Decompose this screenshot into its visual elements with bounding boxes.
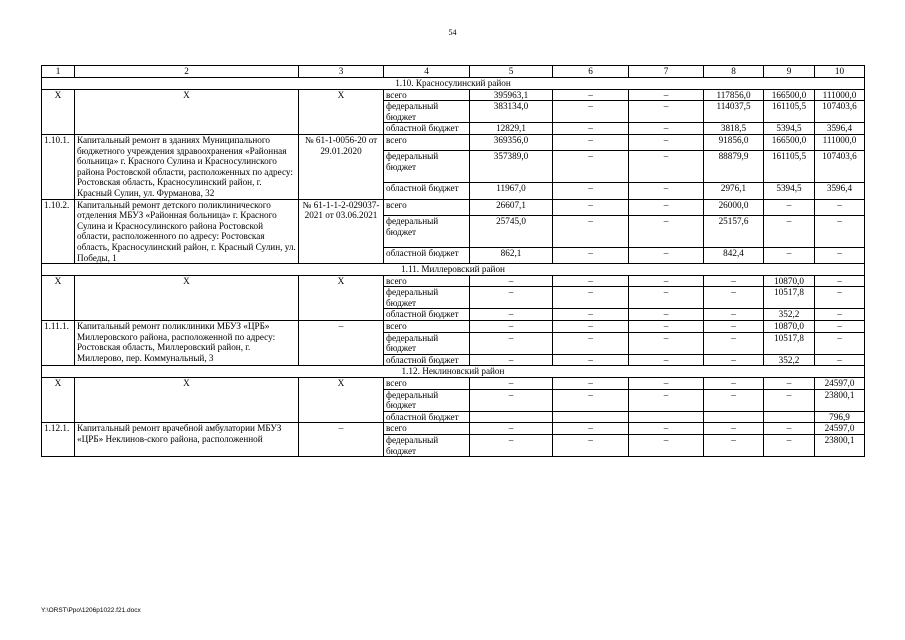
- value-col-10: –: [815, 287, 865, 309]
- value-col-8: –: [704, 332, 764, 354]
- table-row: [42, 89, 865, 101]
- item-number: 1.10.1.: [42, 134, 75, 199]
- header-row: [42, 66, 865, 78]
- value-col-10: 3596,4: [815, 183, 865, 200]
- value-col-8: –: [704, 378, 764, 390]
- value-col-8: 3818,5: [704, 123, 764, 135]
- document-reference: –: [299, 321, 384, 366]
- value-col-10: 107403,6: [815, 101, 865, 123]
- item-number: 1.12.1.: [42, 423, 75, 457]
- value-col-9: 10870,0: [764, 321, 815, 333]
- value-col-10: –: [815, 332, 865, 354]
- object-description: Капитальный ремонт в зданиях Муниципального бюджетного учреждения здравоохранения «Районная больница» г. Красного Сулина и Красносулинского района Ростовской области, расположенных по адресу: Ростовская область, Красносулинский район, г. Красный Сулин, ул. Фурманова, 32: [75, 134, 299, 199]
- value-col-7: –: [629, 309, 704, 321]
- value-col-10: –: [815, 354, 865, 366]
- funding-source: федеральный бюджет: [384, 287, 470, 309]
- value-col-7: –: [629, 247, 704, 264]
- value-col-9: –: [764, 435, 815, 457]
- value-col-7: –: [629, 183, 704, 200]
- page-number: 54: [448, 28, 457, 37]
- value-col-7: –: [629, 287, 704, 309]
- section-title: 1.12. Неклиновский район: [42, 366, 865, 378]
- value-col-5: 383134,0: [470, 101, 553, 123]
- item-number: Х: [42, 275, 75, 320]
- value-col-5: –: [470, 275, 553, 287]
- value-col-7: –: [629, 199, 704, 215]
- funding-source: областной бюджет: [384, 247, 470, 264]
- budget-table: [41, 65, 865, 457]
- funding-source: федеральный бюджет: [384, 332, 470, 354]
- value-col-5: –: [470, 354, 553, 366]
- header-cell: 5: [470, 66, 553, 78]
- value-col-10: –: [815, 247, 865, 264]
- funding-source: всего: [384, 275, 470, 287]
- value-col-10: 3596,4: [815, 123, 865, 135]
- section-title: 1.11. Миллеровский район: [42, 264, 865, 276]
- section-row: [42, 78, 865, 90]
- object-description: Капитальный ремонт поликлиники МБУЗ «ЦРБ» Миллеровского района, расположенной по адресу: Ростовская область, Миллеровский район, г. Миллерово, пер. Коммунальный, 3: [75, 321, 299, 366]
- value-col-6: –: [553, 134, 629, 150]
- document-reference: –: [299, 423, 384, 457]
- value-col-5: 25745,0: [470, 216, 553, 248]
- value-col-7: –: [629, 435, 704, 457]
- value-col-9: –: [764, 216, 815, 248]
- value-col-7: –: [629, 275, 704, 287]
- funding-source: всего: [384, 89, 470, 101]
- value-col-5: –: [470, 332, 553, 354]
- value-col-9: –: [764, 199, 815, 215]
- value-col-9: –: [764, 423, 815, 435]
- value-col-5: –: [470, 435, 553, 457]
- value-col-5: –: [470, 321, 553, 333]
- document-reference: Х: [299, 89, 384, 134]
- value-col-5: 395963,1: [470, 89, 553, 101]
- document-reference: № 61-1-0056-20 от 29.01.2020: [299, 134, 384, 199]
- value-col-5: 862,1: [470, 247, 553, 264]
- value-col-9: 166500,0: [764, 134, 815, 150]
- value-col-6: –: [553, 101, 629, 123]
- header-cell: 7: [629, 66, 704, 78]
- object-description: Капитальный ремонт врачебной амбулатории МБУЗ «ЦРБ» Неклинов-ского района, расположенной: [75, 423, 299, 457]
- value-col-10: –: [815, 321, 865, 333]
- value-col-6: –: [553, 309, 629, 321]
- value-col-6: –: [553, 332, 629, 354]
- document-reference: Х: [299, 275, 384, 320]
- value-col-9: 10517,8: [764, 332, 815, 354]
- value-col-10: 23800,1: [815, 435, 865, 457]
- value-col-8: –: [704, 354, 764, 366]
- funding-source: всего: [384, 199, 470, 215]
- value-col-10: 111000,0: [815, 89, 865, 101]
- table-row: [42, 134, 865, 150]
- value-col-6: –: [553, 151, 629, 183]
- section-row: [42, 366, 865, 378]
- funding-source: федеральный бюджет: [384, 151, 470, 183]
- value-col-7: –: [629, 389, 704, 411]
- table-row: [42, 423, 865, 435]
- object-description: Х: [75, 275, 299, 320]
- value-col-9: 5394,5: [764, 123, 815, 135]
- value-col-6: –: [553, 287, 629, 309]
- header-cell: 3: [299, 66, 384, 78]
- value-col-6: –: [553, 123, 629, 135]
- funding-source: федеральный бюджет: [384, 101, 470, 123]
- item-number: Х: [42, 89, 75, 134]
- value-col-7: –: [629, 332, 704, 354]
- value-col-10: 107403,6: [815, 151, 865, 183]
- table-row: [42, 275, 865, 287]
- value-col-5: –: [470, 423, 553, 435]
- value-col-5: 12829,1: [470, 123, 553, 135]
- value-col-6: –: [553, 199, 629, 215]
- value-col-9: 10517,8: [764, 287, 815, 309]
- value-col-6: –: [553, 389, 629, 411]
- value-col-6: –: [553, 216, 629, 248]
- object-description: Х: [75, 89, 299, 134]
- value-col-8: 88879,9: [704, 151, 764, 183]
- header-cell: 4: [384, 66, 470, 78]
- value-col-9: –: [764, 247, 815, 264]
- funding-source: областной бюджет: [384, 354, 470, 366]
- value-col-6: –: [553, 435, 629, 457]
- value-col-8: –: [704, 389, 764, 411]
- value-col-8: –: [704, 309, 764, 321]
- funding-source: областной бюджет: [384, 411, 470, 423]
- header-cell: 9: [764, 66, 815, 78]
- value-col-10: –: [815, 216, 865, 248]
- value-col-6: –: [553, 183, 629, 200]
- value-col-9: 166500,0: [764, 89, 815, 101]
- value-col-10: 24597,0: [815, 378, 865, 390]
- document-reference: Х: [299, 378, 384, 423]
- funding-source: областной бюджет: [384, 123, 470, 135]
- value-col-10: 111000,0: [815, 134, 865, 150]
- value-col-8: 91856,0: [704, 134, 764, 150]
- table-row: [42, 321, 865, 333]
- header-cell: 2: [75, 66, 299, 78]
- value-col-6: –: [553, 89, 629, 101]
- value-col-7: –: [629, 354, 704, 366]
- table-row: [42, 199, 865, 215]
- value-col-6: –: [553, 275, 629, 287]
- value-col-7: –: [629, 134, 704, 150]
- funding-source: федеральный бюджет: [384, 216, 470, 248]
- value-col-9: –: [764, 378, 815, 390]
- value-col-5: 357389,0: [470, 151, 553, 183]
- value-col-10: –: [815, 199, 865, 215]
- header-cell: 8: [704, 66, 764, 78]
- item-number: 1.11.1.: [42, 321, 75, 366]
- value-col-8: 26000,0: [704, 199, 764, 215]
- value-col-5: 369356,0: [470, 134, 553, 150]
- value-col-5: 11967,0: [470, 183, 553, 200]
- value-col-7: –: [629, 423, 704, 435]
- value-col-10: –: [815, 275, 865, 287]
- document-reference: № 61-1-1-2-029037-2021 от 03.06.2021: [299, 199, 384, 264]
- value-col-7: –: [629, 216, 704, 248]
- value-col-5: –: [470, 389, 553, 411]
- value-col-8: 2976,1: [704, 183, 764, 200]
- value-col-5: 26607,1: [470, 199, 553, 215]
- funding-source: всего: [384, 134, 470, 150]
- value-col-6: –: [553, 247, 629, 264]
- value-col-6: –: [553, 423, 629, 435]
- funding-source: федеральный бюджет: [384, 389, 470, 411]
- value-col-6: –: [553, 354, 629, 366]
- value-col-8: –: [704, 423, 764, 435]
- value-col-10: 24597,0: [815, 423, 865, 435]
- value-col-8: 842,4: [704, 247, 764, 264]
- value-col-9: 352,2: [764, 354, 815, 366]
- item-number: Х: [42, 378, 75, 423]
- value-col-5: –: [470, 287, 553, 309]
- table-row: [42, 378, 865, 390]
- section-row: [42, 264, 865, 276]
- funding-source: областной бюджет: [384, 309, 470, 321]
- header-cell: 1: [42, 66, 75, 78]
- value-col-8: [704, 411, 764, 423]
- header-cell: 10: [815, 66, 865, 78]
- footer-file-path: Y:\ORST\Ppo\1206p1022.f21.docx: [41, 607, 141, 614]
- value-col-8: –: [704, 321, 764, 333]
- value-col-6: [553, 411, 629, 423]
- funding-source: областной бюджет: [384, 183, 470, 200]
- funding-source: всего: [384, 378, 470, 390]
- value-col-9: 352,2: [764, 309, 815, 321]
- value-col-9: 161105,5: [764, 101, 815, 123]
- value-col-8: –: [704, 287, 764, 309]
- value-col-6: –: [553, 321, 629, 333]
- item-number: 1.10.2.: [42, 199, 75, 264]
- value-col-7: –: [629, 89, 704, 101]
- object-description: Х: [75, 378, 299, 423]
- object-description: Капитальный ремонт детского поликлинического отделения МБУЗ «Районная больница» г. Красного Сулина и Красносулинского района Ростовской области, расположенного по адресу: Ростовская область, Красносулинский район, г. Красный Сулин, ул. Победы, 1: [75, 199, 299, 264]
- funding-source: всего: [384, 423, 470, 435]
- value-col-7: –: [629, 101, 704, 123]
- value-col-8: –: [704, 275, 764, 287]
- value-col-8: 117856,0: [704, 89, 764, 101]
- value-col-8: 25157,6: [704, 216, 764, 248]
- value-col-9: –: [764, 389, 815, 411]
- value-col-7: [629, 411, 704, 423]
- value-col-6: –: [553, 378, 629, 390]
- funding-source: всего: [384, 321, 470, 333]
- value-col-7: –: [629, 321, 704, 333]
- value-col-9: [764, 411, 815, 423]
- section-title: 1.10. Красносулинский район: [42, 78, 865, 90]
- value-col-5: –: [470, 378, 553, 390]
- header-cell: 6: [553, 66, 629, 78]
- value-col-7: –: [629, 378, 704, 390]
- value-col-7: –: [629, 123, 704, 135]
- value-col-8: 114037,5: [704, 101, 764, 123]
- value-col-9: 10870,0: [764, 275, 815, 287]
- value-col-10: 23800,1: [815, 389, 865, 411]
- value-col-7: –: [629, 151, 704, 183]
- value-col-9: 161105,5: [764, 151, 815, 183]
- value-col-5: [470, 411, 553, 423]
- value-col-10: 796,9: [815, 411, 865, 423]
- value-col-10: –: [815, 309, 865, 321]
- value-col-8: –: [704, 435, 764, 457]
- value-col-9: 5394,5: [764, 183, 815, 200]
- value-col-5: –: [470, 309, 553, 321]
- funding-source: федеральный бюджет: [384, 435, 470, 457]
